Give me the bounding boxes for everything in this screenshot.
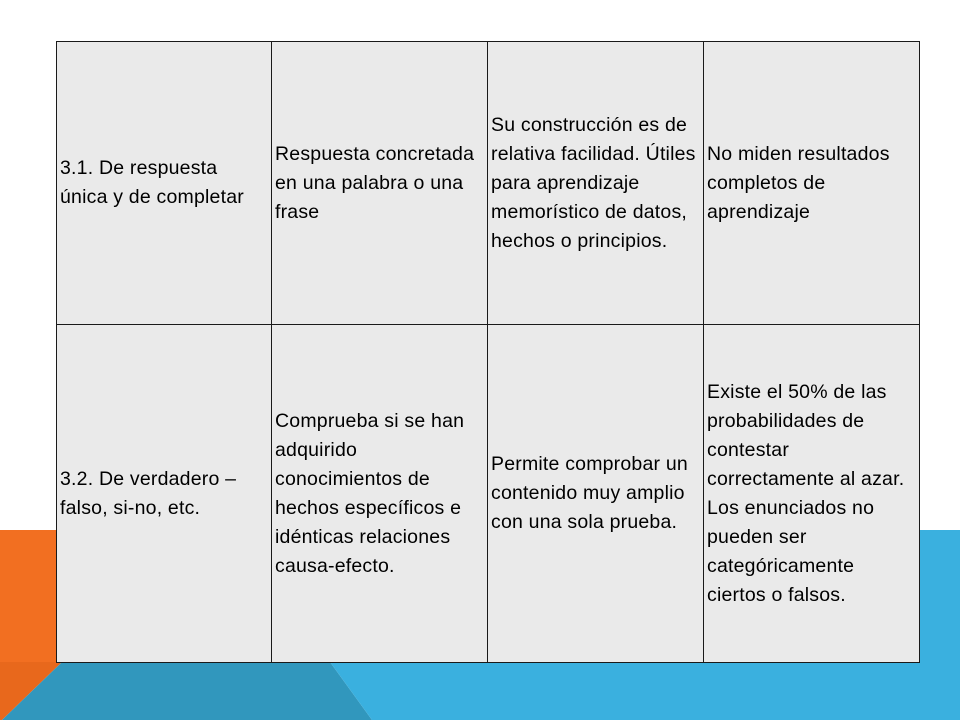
table-cell: Respuesta concretada en una palabra o una frase bbox=[272, 42, 488, 325]
table-row bbox=[57, 42, 920, 325]
table-cell: Su construcción es de relativa facilidad. Útiles para aprendizaje memorístico de datos, hechos o principios. bbox=[488, 42, 704, 325]
table-cell: 3.1. De respuesta única y de completar bbox=[57, 42, 272, 325]
comparison-table bbox=[56, 41, 920, 663]
table-cell: Existe el 50% de las probabilidades de contestar correctamente al azar. Los enunciados no pueden ser categóricamente ciertos o falsos. bbox=[704, 325, 920, 663]
table-cell: Comprueba si se han adquirido conocimientos de hechos específicos e idénticas relaciones causa-efecto. bbox=[272, 325, 488, 663]
table-cell: 3.2. De verdadero – falso, si-no, etc. bbox=[57, 325, 272, 663]
dark-blue-band bbox=[2, 662, 372, 720]
table-cell: Permite comprobar un contenido muy amplio con una sola prueba. bbox=[488, 325, 704, 663]
table-cell: No miden resultados completos de aprendizaje bbox=[704, 42, 920, 325]
table-row bbox=[57, 325, 920, 663]
